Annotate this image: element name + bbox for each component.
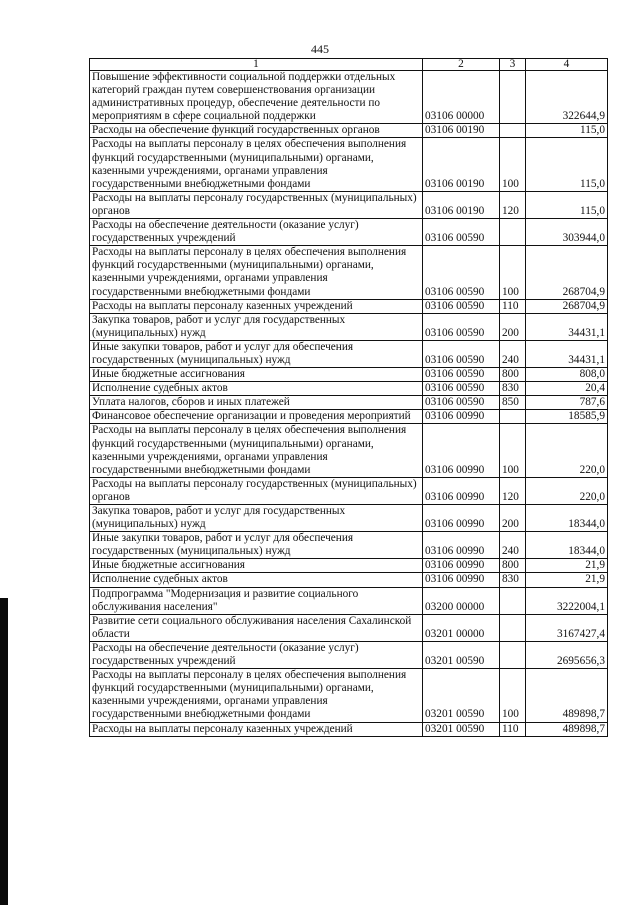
row-vr-cell: 240	[500, 532, 526, 559]
row-sum-cell: 787,6	[526, 396, 608, 410]
table-row	[90, 410, 608, 424]
row-code-cell: 03106 00990	[423, 559, 500, 573]
row-sum-cell: 808,0	[526, 368, 608, 382]
row-name-cell: Расходы на обеспечение функций государственных органов	[90, 124, 423, 138]
row-sum-cell: 18344,0	[526, 532, 608, 559]
row-name-cell: Закупка товаров, работ и услуг для государственных (муниципальных) нужд	[90, 505, 423, 532]
row-code-cell: 03201 00590	[423, 722, 500, 736]
row-code-cell: 03200 00000	[423, 587, 500, 614]
row-sum-cell: 220,0	[526, 477, 608, 504]
page-number: 445	[311, 42, 329, 56]
header-col-4: 4	[526, 59, 608, 71]
row-name-cell: Расходы на выплаты персоналу в целях обеспечения выполнения функций государственными (муниципальными) органами, казенными учреждениями, органами управления государственными внебюджетными фондами	[90, 138, 423, 191]
row-code-cell: 03106 00590	[423, 246, 500, 299]
row-vr-cell: 800	[500, 368, 526, 382]
row-code-cell: 03106 00190	[423, 191, 500, 218]
row-name-cell: Исполнение судебных актов	[90, 573, 423, 587]
table-row	[90, 340, 608, 367]
row-code-cell: 03106 00190	[423, 138, 500, 191]
scan-edge-shadow	[0, 598, 8, 905]
row-code-cell: 03106 00990	[423, 505, 500, 532]
table-row	[90, 559, 608, 573]
row-name-cell: Расходы на выплаты персоналу в целях обеспечения выполнения функций государственными (муниципальными) органами, казенными учреждениями, органами управления государственными внебюджетными фондами	[90, 246, 423, 299]
row-sum-cell: 3167427,4	[526, 614, 608, 641]
row-name-cell: Расходы на выплаты персоналу казенных учреждений	[90, 722, 423, 736]
row-vr-cell: 110	[500, 722, 526, 736]
row-vr-cell	[500, 614, 526, 641]
table-row	[90, 396, 608, 410]
row-sum-cell: 18585,9	[526, 410, 608, 424]
row-vr-cell: 110	[500, 299, 526, 313]
row-name-cell: Финансовое обеспечение организации и проведения мероприятий	[90, 410, 423, 424]
table-row	[90, 313, 608, 340]
table-row	[90, 138, 608, 191]
row-code-cell: 03106 00990	[423, 573, 500, 587]
table-row	[90, 573, 608, 587]
row-code-cell: 03106 00990	[423, 424, 500, 477]
table-row	[90, 505, 608, 532]
row-vr-cell: 850	[500, 396, 526, 410]
row-sum-cell: 322644,9	[526, 71, 608, 124]
row-sum-cell: 268704,9	[526, 246, 608, 299]
table-row	[90, 219, 608, 246]
row-name-cell: Исполнение судебных актов	[90, 382, 423, 396]
header-col-3: 3	[500, 59, 526, 71]
row-sum-cell: 3222004,1	[526, 587, 608, 614]
row-code-cell: 03106 00590	[423, 313, 500, 340]
row-code-cell: 03201 00000	[423, 614, 500, 641]
budget-table	[89, 58, 608, 737]
row-vr-cell: 120	[500, 477, 526, 504]
row-name-cell: Расходы на выплаты персоналу в целях обеспечения выполнения функций государственными (муниципальными) органами, казенными учреждениями, органами управления государственными внебюджетными фондами	[90, 424, 423, 477]
table-row	[90, 382, 608, 396]
row-name-cell: Расходы на выплаты персоналу государственных (муниципальных) органов	[90, 191, 423, 218]
row-name-cell: Иные закупки товаров, работ и услуг для обеспечения государственных (муниципальных) нужд	[90, 340, 423, 367]
row-vr-cell	[500, 410, 526, 424]
row-sum-cell: 115,0	[526, 124, 608, 138]
table-row	[90, 124, 608, 138]
row-name-cell: Повышение эффективности социальной поддержки отдельных категорий граждан путем совершенствования организации административных процедур, обеспечение деятельности по мероприятиям в сфере социальной поддержки	[90, 71, 423, 124]
table-row	[90, 71, 608, 124]
header-col-1: 1	[90, 59, 423, 71]
table-row	[90, 191, 608, 218]
row-vr-cell: 120	[500, 191, 526, 218]
row-name-cell: Иные бюджетные ассигнования	[90, 559, 423, 573]
row-sum-cell: 34431,1	[526, 313, 608, 340]
row-code-cell: 03106 00990	[423, 532, 500, 559]
row-name-cell: Расходы на обеспечение деятельности (оказание услуг) государственных учреждений	[90, 219, 423, 246]
table-row	[90, 614, 608, 641]
row-name-cell: Закупка товаров, работ и услуг для государственных (муниципальных) нужд	[90, 313, 423, 340]
row-vr-cell: 100	[500, 138, 526, 191]
table-row	[90, 477, 608, 504]
row-vr-cell: 100	[500, 246, 526, 299]
row-vr-cell: 200	[500, 505, 526, 532]
row-sum-cell: 20,4	[526, 382, 608, 396]
row-sum-cell: 21,9	[526, 559, 608, 573]
row-name-cell: Расходы на выплаты персоналу в целях обеспечения выполнения функций государственными (муниципальными) органами, казенными учреждениями, органами управления государственными внебюджетными фондами	[90, 669, 423, 722]
row-code-cell: 03106 00990	[423, 410, 500, 424]
row-vr-cell: 240	[500, 340, 526, 367]
row-vr-cell: 830	[500, 573, 526, 587]
table-row	[90, 669, 608, 722]
row-code-cell: 03106 00590	[423, 340, 500, 367]
row-code-cell: 03106 00590	[423, 382, 500, 396]
row-vr-cell: 100	[500, 424, 526, 477]
row-vr-cell	[500, 124, 526, 138]
row-sum-cell: 115,0	[526, 191, 608, 218]
row-code-cell: 03106 00190	[423, 124, 500, 138]
row-name-cell: Расходы на обеспечение деятельности (оказание услуг) государственных учреждений	[90, 641, 423, 668]
row-code-cell: 03106 00000	[423, 71, 500, 124]
row-sum-cell: 21,9	[526, 573, 608, 587]
row-name-cell: Подпрограмма "Модернизация и развитие социального обслуживания населения"	[90, 587, 423, 614]
row-vr-cell: 830	[500, 382, 526, 396]
table-row	[90, 424, 608, 477]
row-sum-cell: 220,0	[526, 424, 608, 477]
table-row	[90, 532, 608, 559]
row-vr-cell	[500, 219, 526, 246]
row-vr-cell: 800	[500, 559, 526, 573]
row-code-cell: 03201 00590	[423, 641, 500, 668]
row-name-cell: Расходы на выплаты персоналу государственных (муниципальных) органов	[90, 477, 423, 504]
row-sum-cell: 268704,9	[526, 299, 608, 313]
table-row	[90, 587, 608, 614]
header-col-2: 2	[423, 59, 500, 71]
row-sum-cell: 115,0	[526, 138, 608, 191]
table-row	[90, 368, 608, 382]
row-vr-cell	[500, 641, 526, 668]
row-name-cell: Иные бюджетные ассигнования	[90, 368, 423, 382]
row-sum-cell: 34431,1	[526, 340, 608, 367]
row-sum-cell: 18344,0	[526, 505, 608, 532]
row-code-cell: 03106 00990	[423, 477, 500, 504]
row-sum-cell: 489898,7	[526, 669, 608, 722]
row-vr-cell	[500, 71, 526, 124]
table-row	[90, 722, 608, 736]
row-sum-cell: 2695656,3	[526, 641, 608, 668]
row-name-cell: Развитие сети социального обслуживания населения Сахалинской области	[90, 614, 423, 641]
row-sum-cell: 303944,0	[526, 219, 608, 246]
row-name-cell: Расходы на выплаты персоналу казенных учреждений	[90, 299, 423, 313]
row-sum-cell: 489898,7	[526, 722, 608, 736]
row-code-cell: 03106 00590	[423, 396, 500, 410]
table-body	[90, 71, 608, 737]
row-code-cell: 03106 00590	[423, 299, 500, 313]
table-row	[90, 299, 608, 313]
row-vr-cell	[500, 587, 526, 614]
row-name-cell: Иные закупки товаров, работ и услуг для обеспечения государственных (муниципальных) нужд	[90, 532, 423, 559]
table-header-row	[90, 59, 608, 71]
row-code-cell: 03201 00590	[423, 669, 500, 722]
row-vr-cell: 200	[500, 313, 526, 340]
row-code-cell: 03106 00590	[423, 219, 500, 246]
row-name-cell: Уплата налогов, сборов и иных платежей	[90, 396, 423, 410]
table-row	[90, 641, 608, 668]
table-row	[90, 246, 608, 299]
row-vr-cell: 100	[500, 669, 526, 722]
row-code-cell: 03106 00590	[423, 368, 500, 382]
